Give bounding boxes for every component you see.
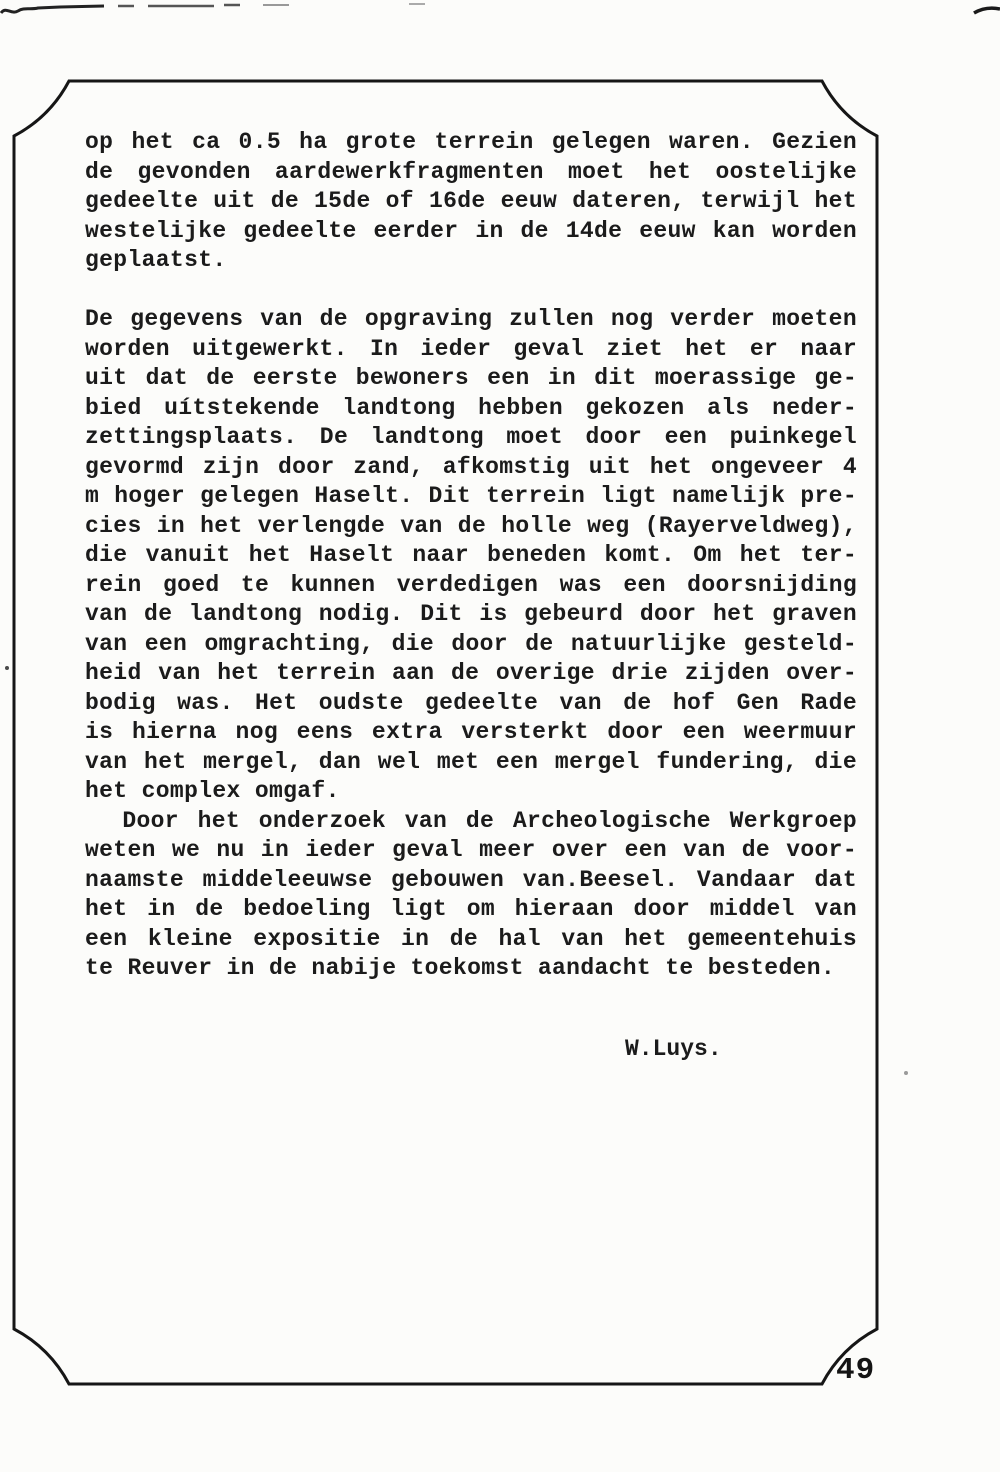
text-line: de gevonden aardewerkfragmenten moet het oostelijke bbox=[85, 158, 857, 185]
paragraph-3 bbox=[85, 807, 857, 984]
text-line: westelijke gedeelte eerder in de 14de eeuw kan worden bbox=[85, 217, 857, 244]
text-line: van het mergel, dan wel met een mergel fundering, die bbox=[85, 748, 857, 775]
text-line: uit dat de eerste bewoners een in dit moerassige ge- bbox=[85, 365, 857, 391]
text-line: heid van het terrein aan de overige drie zijden over- bbox=[85, 660, 857, 686]
text-line: van een omgrachting, die door de natuurlijke gesteld- bbox=[85, 630, 857, 657]
text-line: gedeelte uit de 15de of 16de eeuw dateren, terwijl het bbox=[85, 188, 857, 214]
scan-artifact-speck-right bbox=[904, 1071, 908, 1075]
text-line: naamste middeleeuwse gebouwen van.Beesel. Vandaar dat bbox=[85, 866, 857, 893]
text-line: van de landtong nodig. Dit is gebeurd door het graven bbox=[85, 601, 857, 627]
author-signature: W.Luys. bbox=[625, 1036, 722, 1062]
text-line: op het ca 0.5 ha grote terrein gelegen waren. Gezien bbox=[85, 129, 857, 155]
text-line: rein goed te kunnen verdedigen was een doorsnijding bbox=[85, 571, 857, 598]
text-line: die vanuit het Haselt naar beneden komt. Om het ter- bbox=[85, 542, 857, 568]
paragraph-2 bbox=[85, 305, 857, 807]
text-line: het complex omgaf. bbox=[85, 778, 340, 804]
text-line: te Reuver in de nabije toekomst aandacht te besteden. bbox=[85, 955, 836, 981]
text-line: geplaatst. bbox=[85, 247, 227, 273]
text-line: weten we nu in ieder geval meer over een van de voor- bbox=[85, 837, 857, 863]
text-line: De gegevens van de opgraving zullen nog verder moeten bbox=[85, 306, 857, 332]
page-number: 49 bbox=[836, 1353, 876, 1388]
text-line: een kleine expositie in de hal van het gemeentehuis bbox=[85, 925, 857, 952]
text-line: bied uítstekende landtong hebben gekozen als neder- bbox=[85, 394, 857, 421]
text-line: cies in het verlengde van de holle weg (Rayerveldweg), bbox=[85, 512, 857, 539]
document-text bbox=[85, 128, 857, 984]
scan-artifact-speck-left bbox=[5, 666, 9, 670]
text-line: worden uitgewerkt. In ieder geval ziet het er naar bbox=[85, 335, 857, 362]
paragraph-1 bbox=[85, 128, 857, 276]
text-line: is hierna nog eens extra versterkt door een weermuur bbox=[85, 719, 857, 745]
scan-artifact-top-edge bbox=[1, 4, 1000, 13]
text-line: bodig was. Het oudste gedeelte van de hof Gen Rade bbox=[85, 689, 857, 716]
text-line: het in de bedoeling ligt om hieraan door middel van bbox=[85, 896, 857, 922]
text-line: Door het onderzoek van de Archeologische Werkgroep bbox=[85, 807, 857, 834]
text-line: gevormd zijn door zand, afkomstig uit het ongeveer 4 bbox=[85, 453, 857, 480]
text-line: zettingsplaats. De landtong moet door een puinkegel bbox=[85, 424, 857, 450]
text-line: m hoger gelegen Haselt. Dit terrein ligt namelijk pre- bbox=[85, 483, 857, 509]
